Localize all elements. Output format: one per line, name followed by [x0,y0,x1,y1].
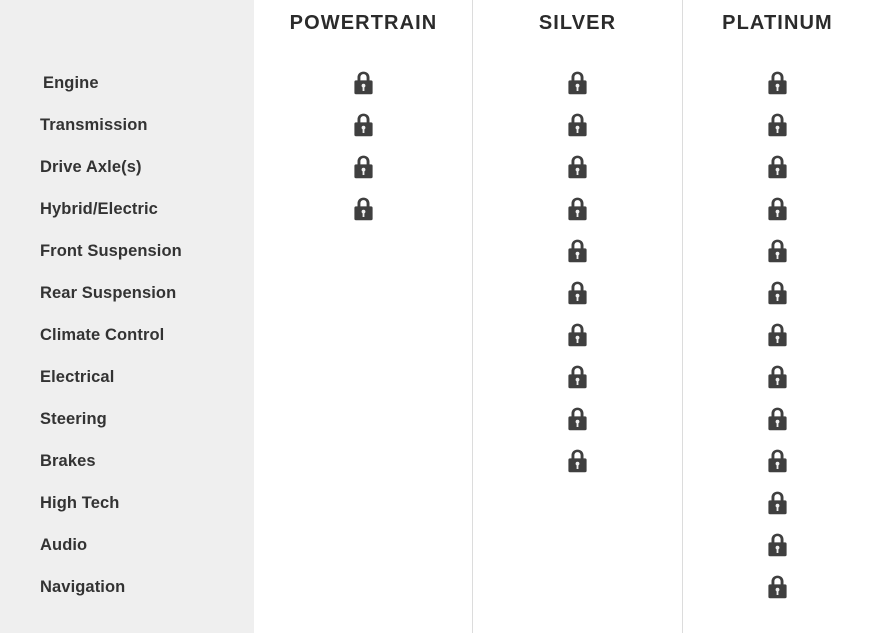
feature-row: Climate Control [40,326,165,344]
coverage-cell [255,398,472,440]
lock-icon [767,197,788,221]
coverage-cell [255,104,472,146]
lock-icon [767,323,788,347]
lock-icon [767,407,788,431]
plan-cells-platinum [683,62,872,608]
coverage-cell [683,188,872,230]
feature-row: Navigation [40,578,126,596]
coverage-cell [473,104,682,146]
lock-icon [767,155,788,179]
lock-icon [767,491,788,515]
lock-icon [767,575,788,599]
coverage-cell [255,566,472,608]
lock-icon [767,449,788,473]
plan-cells-silver [473,62,682,608]
feature-row: High Tech [40,494,120,512]
lock-icon [567,449,588,473]
feature-row: Audio [40,536,88,554]
plan-column-silver [472,0,682,633]
coverage-cell [473,566,682,608]
coverage-cell [473,146,682,188]
coverage-cell [683,524,872,566]
coverage-cell [683,398,872,440]
feature-row: Drive Axle(s) [40,158,142,176]
coverage-cell [255,188,472,230]
feature-row: Electrical [40,368,115,386]
plan-column-powertrain [254,0,472,633]
coverage-cell [473,482,682,524]
coverage-cell [473,440,682,482]
coverage-cell [473,272,682,314]
coverage-cell [473,188,682,230]
coverage-cell [683,482,872,524]
coverage-cell [473,356,682,398]
coverage-cell [255,440,472,482]
coverage-cell [255,356,472,398]
lock-icon [567,113,588,137]
plan-cells-powertrain [255,62,472,608]
lock-icon [767,239,788,263]
coverage-cell [473,314,682,356]
plan-column-platinum [682,0,872,633]
coverage-cell [683,146,872,188]
feature-row: Rear Suspension [40,284,177,302]
coverage-cell [683,104,872,146]
feature-list [0,62,254,608]
coverage-cell [255,62,472,104]
feature-column [0,0,254,633]
coverage-cell [683,272,872,314]
coverage-cell [255,482,472,524]
lock-icon [567,155,588,179]
coverage-cell [255,230,472,272]
lock-icon [567,323,588,347]
lock-icon [353,155,374,179]
coverage-cell [255,314,472,356]
lock-icon [767,71,788,95]
lock-icon [567,365,588,389]
coverage-cell [473,398,682,440]
coverage-cell [255,146,472,188]
feature-row: Engine [43,74,99,92]
feature-row: Transmission [40,116,148,134]
lock-icon [567,197,588,221]
coverage-cell [255,272,472,314]
lock-icon [767,365,788,389]
lock-icon [353,197,374,221]
lock-icon [567,407,588,431]
feature-row: Front Suspension [40,242,182,260]
coverage-cell [683,440,872,482]
coverage-cell [683,356,872,398]
lock-icon [767,533,788,557]
coverage-cell [473,62,682,104]
lock-icon [767,113,788,137]
plan-header-powertrain: POWERTRAIN [289,12,438,34]
lock-icon [767,281,788,305]
lock-icon [567,239,588,263]
feature-row: Steering [40,410,107,428]
feature-row: Brakes [40,452,96,470]
plan-header-silver: SILVER [538,12,617,34]
feature-row: Hybrid/Electric [40,200,158,218]
coverage-cell [683,314,872,356]
lock-icon [353,71,374,95]
coverage-cell [683,566,872,608]
coverage-cell [255,524,472,566]
coverage-cell [473,230,682,272]
plan-header-platinum: PLATINUM [722,12,833,34]
coverage-cell [683,230,872,272]
lock-icon [353,113,374,137]
coverage-cell [473,524,682,566]
lock-icon [567,281,588,305]
coverage-cell [683,62,872,104]
lock-icon [567,71,588,95]
